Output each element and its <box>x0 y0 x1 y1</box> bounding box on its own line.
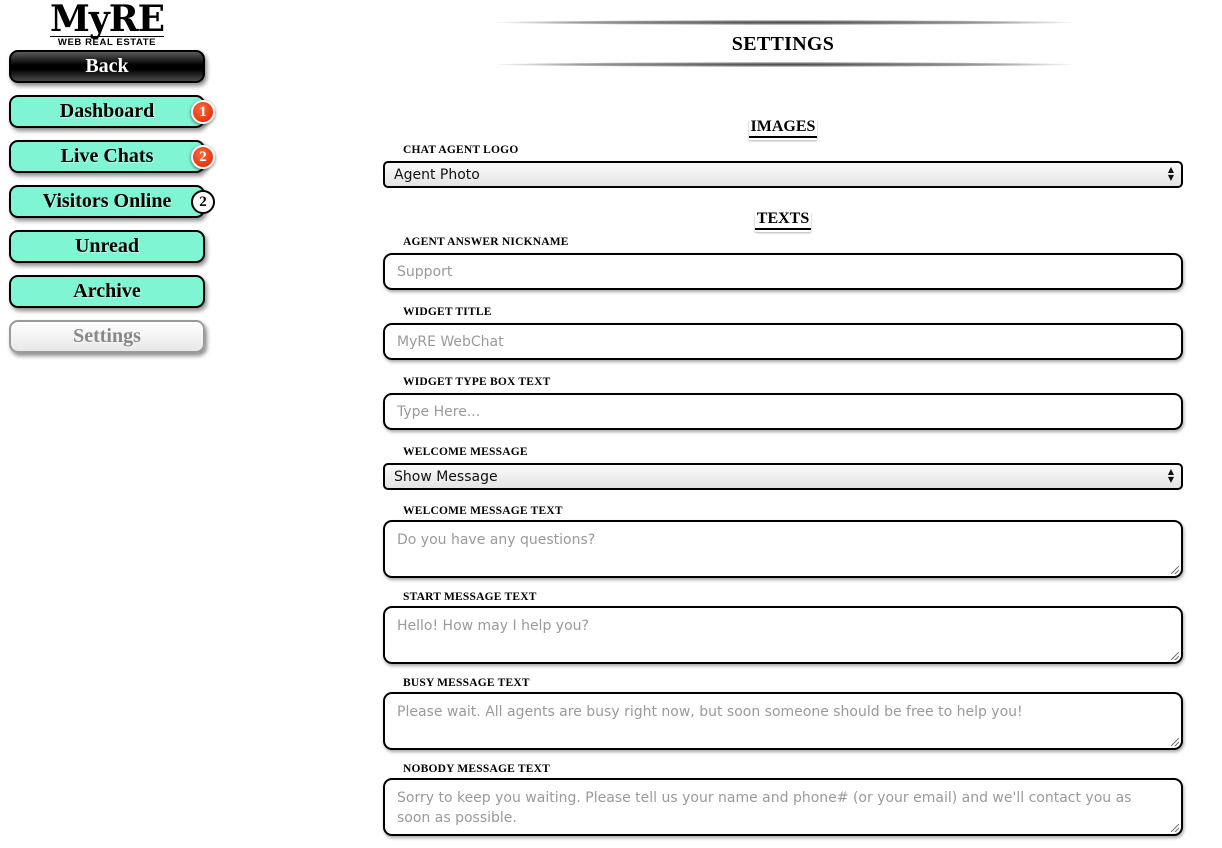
sidebar-item-label: Dashboard <box>59 100 155 122</box>
sidebar-item-settings[interactable] <box>9 320 205 353</box>
notification-badge: 1 <box>191 100 215 124</box>
field-label: BUSY MESSAGE TEXT <box>403 677 530 689</box>
field-label: CHAT AGENT LOGO <box>403 144 519 156</box>
textarea-placeholder: Sorry to keep you waiting. Please tell us your name and phone# (or your email) and we'll contact you as soon as possible. <box>397 790 1132 826</box>
notification-badge: 2 <box>191 145 215 169</box>
start-message-text-area[interactable] <box>383 606 1183 664</box>
welcome-message-text-area[interactable] <box>383 520 1183 578</box>
back-button[interactable] <box>9 50 205 83</box>
logo-wordmark: MyRE <box>50 0 165 40</box>
field-label: NOBODY MESSAGE TEXT <box>403 763 550 775</box>
input-placeholder: Type Here... <box>397 403 481 420</box>
resize-grip-icon[interactable] <box>1171 824 1179 832</box>
welcome-message-select[interactable] <box>383 463 1183 490</box>
field-label: AGENT ANSWER NICKNAME <box>403 236 569 248</box>
widget-type-box-text-input[interactable] <box>383 393 1183 430</box>
sidebar-item-label: Live Chats <box>60 145 154 167</box>
section-title-text: IMAGES <box>749 118 818 138</box>
section-title-images <box>383 118 1183 136</box>
field-label: WIDGET TYPE BOX TEXT <box>403 376 551 388</box>
sidebar-item-live-chats[interactable] <box>9 140 205 173</box>
title-divider-top <box>495 20 1075 25</box>
field-label: START MESSAGE TEXT <box>403 591 537 603</box>
sidebar-item-label: Visitors Online <box>42 190 172 212</box>
chat-agent-logo-select[interactable] <box>383 161 1183 188</box>
resize-grip-icon[interactable] <box>1171 566 1179 574</box>
input-placeholder: Support <box>397 263 453 280</box>
page-title: SETTINGS <box>731 33 835 55</box>
select-arrows-icon: ▲ ▼ <box>1167 467 1174 484</box>
textarea-placeholder: Do you have any questions? <box>397 532 596 548</box>
sidebar-item-label: Archive <box>73 280 141 302</box>
sidebar-item-label: Settings <box>73 325 141 347</box>
select-arrows-icon: ▲ ▼ <box>1167 165 1174 182</box>
resize-grip-icon[interactable] <box>1171 738 1179 746</box>
nobody-message-text-area[interactable] <box>383 778 1183 836</box>
section-title-text: TEXTS <box>755 210 811 230</box>
textarea-placeholder: Please wait. All agents are busy right now, but soon someone should be free to help you! <box>397 704 1023 720</box>
sidebar-item-visitors-online[interactable] <box>9 185 205 218</box>
field-label: WELCOME MESSAGE TEXT <box>403 505 563 517</box>
myre-logo[interactable] <box>50 2 164 46</box>
resize-grip-icon[interactable] <box>1171 652 1179 660</box>
sidebar-item-unread[interactable] <box>9 230 205 263</box>
section-title-texts <box>383 210 1183 228</box>
sidebar-item-archive[interactable] <box>9 275 205 308</box>
field-label: WIDGET TITLE <box>403 306 492 318</box>
field-label: WELCOME MESSAGE <box>403 446 528 458</box>
select-value: Agent Photo <box>394 166 480 183</box>
title-divider-bottom <box>495 62 1075 67</box>
count-badge: 2 <box>191 190 215 214</box>
logo-tagline: WEB REAL ESTATE <box>50 36 164 48</box>
input-placeholder: MyRE WebChat <box>397 333 504 350</box>
agent-answer-nickname-input[interactable] <box>383 253 1183 290</box>
sidebar-item-dashboard[interactable] <box>9 95 205 128</box>
sidebar-item-label: Unread <box>74 235 140 257</box>
textarea-placeholder: Hello! How may I help you? <box>397 618 589 634</box>
select-value: Show Message <box>394 468 498 485</box>
busy-message-text-area[interactable] <box>383 692 1183 750</box>
back-button-label: Back <box>85 55 129 77</box>
widget-title-input[interactable] <box>383 323 1183 360</box>
